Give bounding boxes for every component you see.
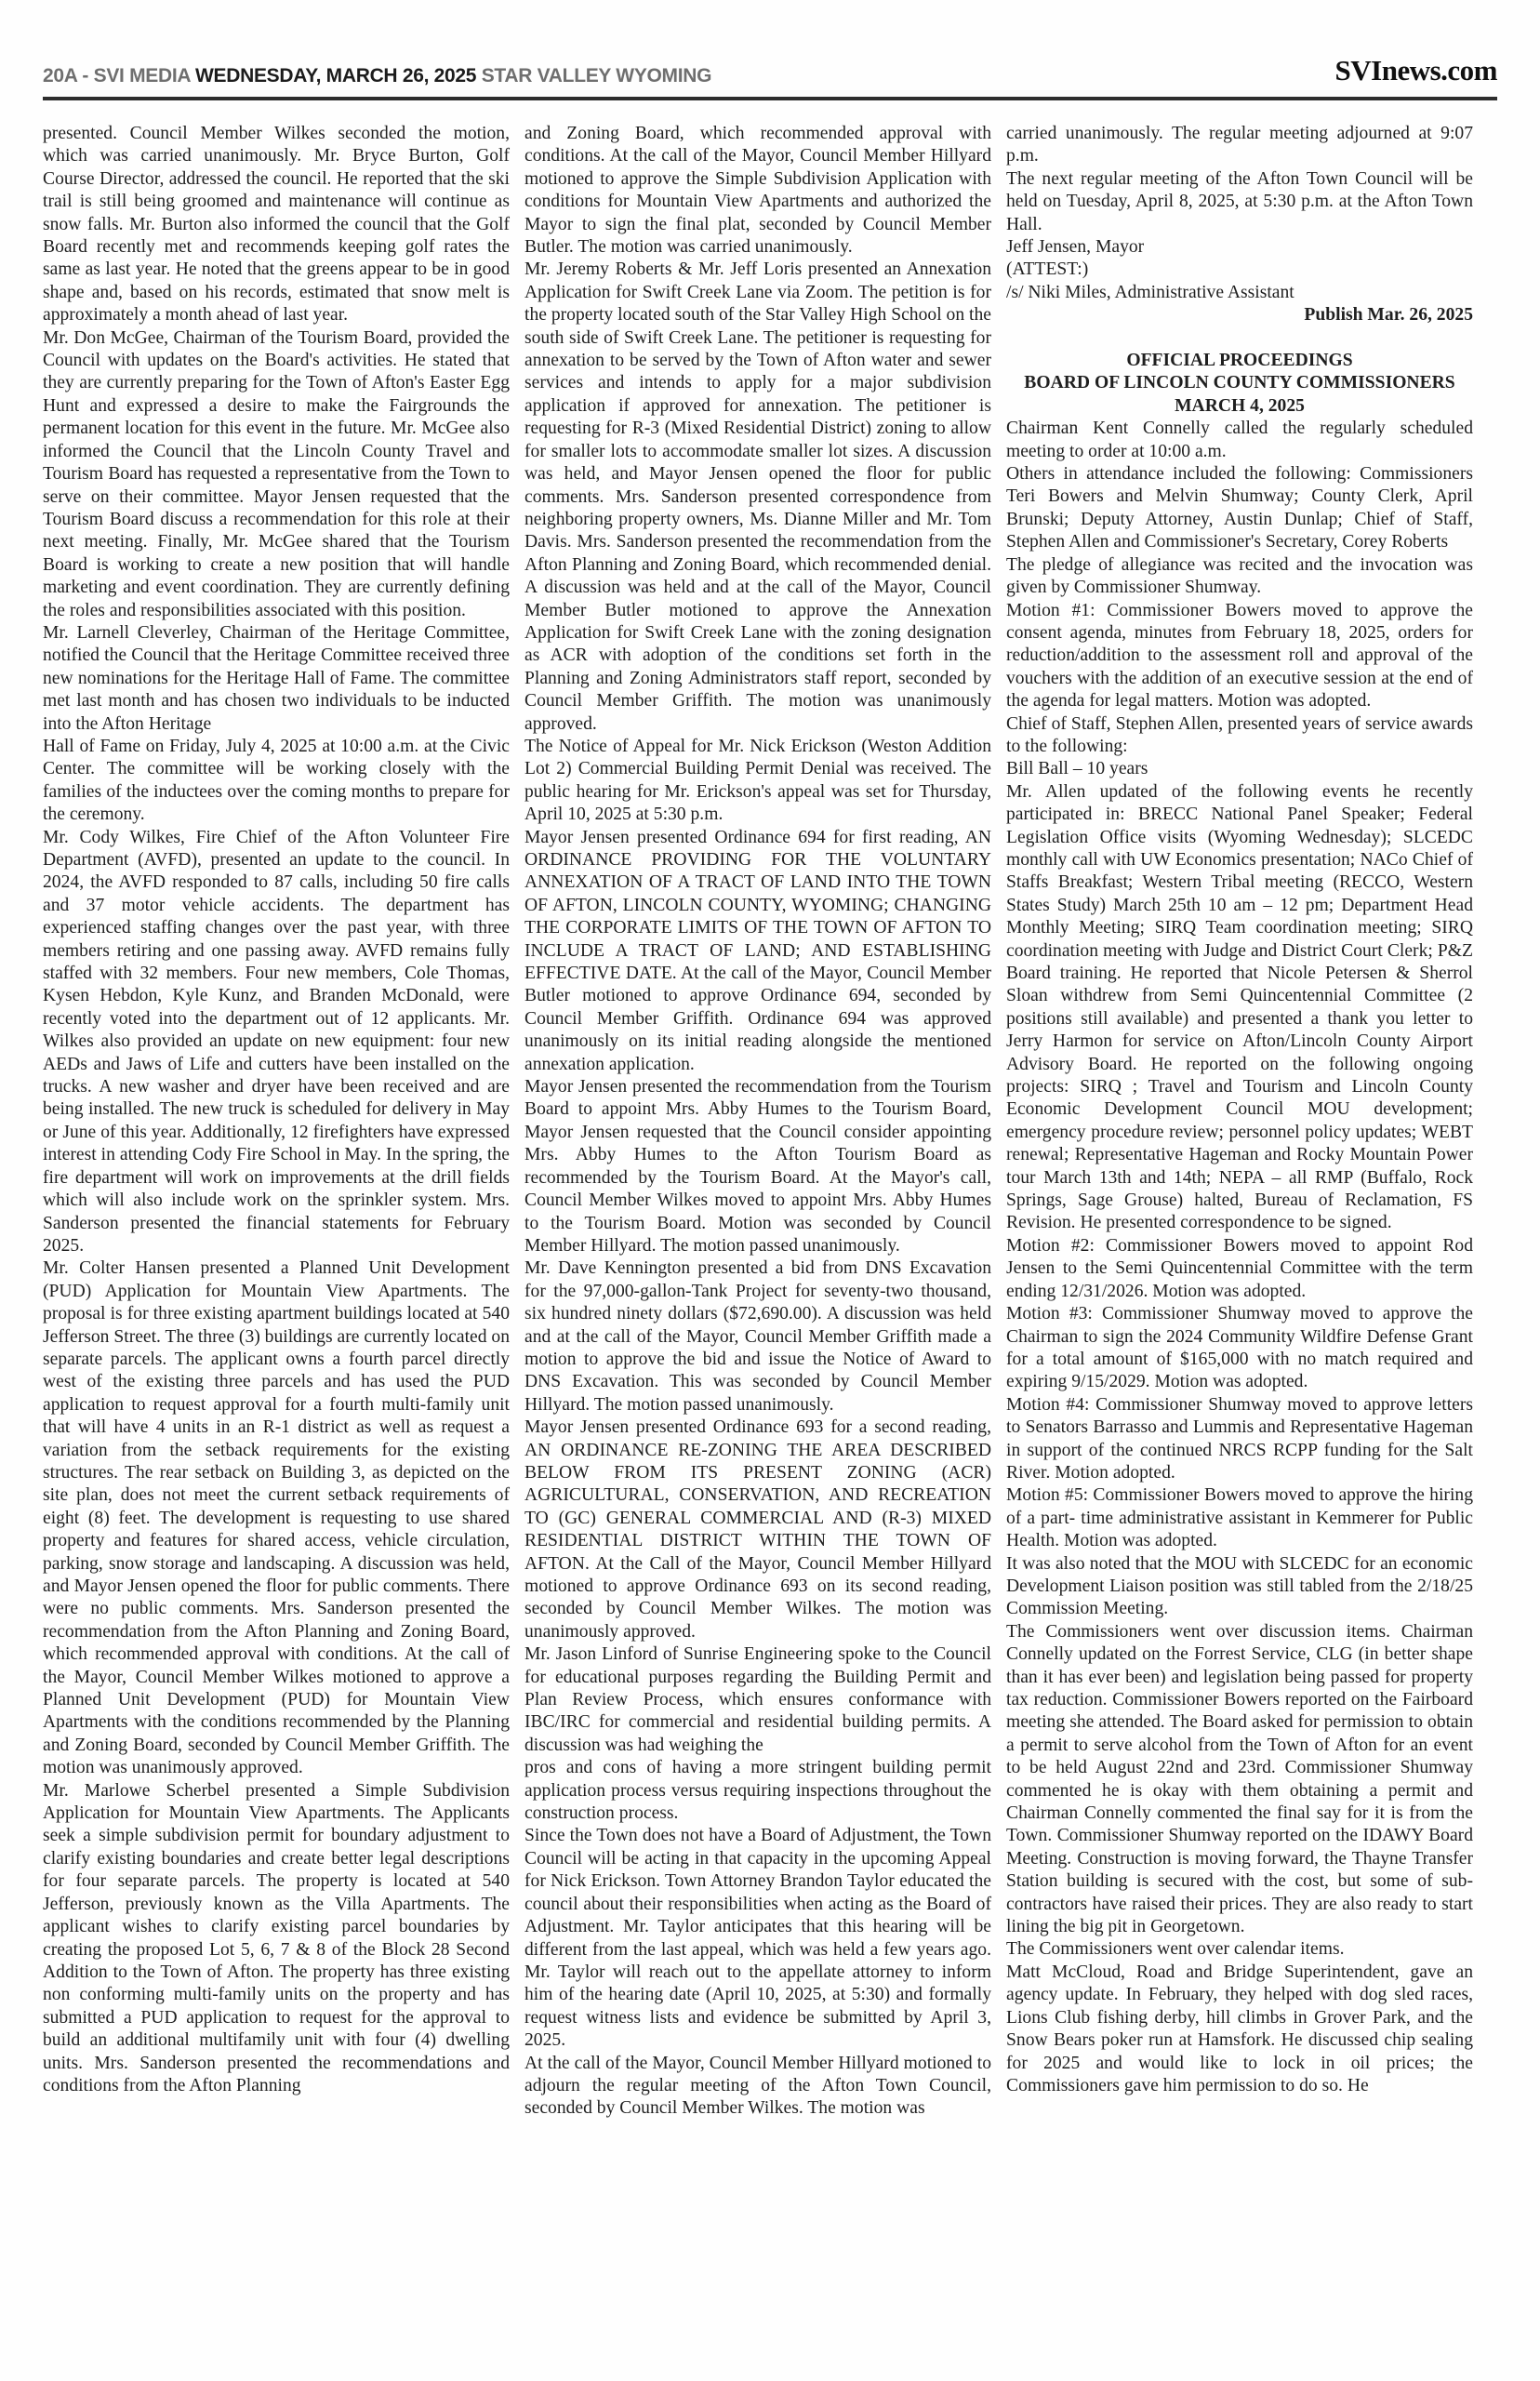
- column-2: [524, 123, 991, 2121]
- paragraph: Mr. Cody Wilkes, Fire Chief of the Afton Volunteer Fire Department (AVFD), presented an update to the council. In 2024, the AVFD responded to 87 calls, including 50 fire calls and 37 motor vehicle accidents. The department has experienced staffing changes over the past year, with three members retiring and one passing away. AVFD remains fully staffed with 32 members. Four new members, Cole Thomas, Kysen Hebdon, Kyle Kunz, and Branden McDonald, were recently voted into the department out of 12 applicants. Mr. Wilkes also provided an update on new equipment: four new AEDs and Jaws of Life and cutters have been installed on the trucks. A new washer and dryer have been received and are being installed. The new truck is scheduled for delivery in May or June of this year. Additionally, 12 firefighters have expressed interest in attending Cody Fire School in May. In the spring, the fire department will work on improvements at the drill fields which will also include work on the sprinkler system. Mrs. Sanderson presented the financial statements for February 2025.: [43, 827, 510, 1256]
- paragraph: The next regular meeting of the Afton Town Council will be held on Tuesday, April 8, 2025, at 5:30 p.m. at the Afton Town Hall.: [1006, 168, 1473, 234]
- paragraph: presented. Council Member Wilkes seconded the motion, which was carried unanimously. Mr. Bryce Burton, Golf Course Director, addressed the council. He reported that the ski trail is still being groomed and maintenance will continue as snow falls. Mr. Burton also informed the council that the Golf Board recently met and recommends keeping golf rates the same as last year. He noted that the greens appear to be in good shape and, based on his records, estimated that snow melt is approximately a month ahead of last year.: [43, 124, 510, 326]
- paragraph: Chairman Kent Connelly called the regularly scheduled meeting to order at 10:00 a.m.: [1006, 419, 1473, 461]
- section-heading-official-proceedings: OFFICIAL PROCEEDINGS: [1126, 351, 1353, 371]
- section-heading-date: MARCH 4, 2025: [1175, 395, 1305, 416]
- paragraph: Mr. Don McGee, Chairman of the Tourism Board, provided the Council with updates on the Board's activities. He stated that they are currently preparing for the Town of Afton's Easter Egg Hunt and expressed a desire to make the Fairgrounds the permanent location for this event in the future. Mr. McGee also informed the Council that the Lincoln County Travel and Tourism Board has requested a representative from the Town to serve on their committee. Mayor Jensen requested that the Tourism Board discuss a recommendation for this role at their next meeting. Finally, Mr. McGee shared that the Tourism Board is working to create a new position that will handle marketing and event coordination. They are currently defining the roles and responsibilities associated with this position.: [43, 327, 510, 620]
- site-logo: SVInews.com: [1334, 54, 1497, 86]
- signature-mayor: Jeff Jensen, Mayor: [1006, 237, 1145, 258]
- paragraph: carried unanimously. The regular meeting adjourned at 9:07 p.m.: [1006, 124, 1473, 166]
- service-award-line: Bill Ball – 10 years: [1006, 759, 1148, 779]
- paragraph: Mr. Dave Kennington presented a bid from DNS Excavation for the 97,000-gallon-Tank Project for seventy-two thousand, six hundred ninety dollars ($72,690.00). A discussion was held and at the call of the Mayor, Council Member Griffith made a motion to approve the bid and issue the Notice of Award to DNS Excavation. This was seconded by Council Member Hillyard. The motion passed unanimously.: [524, 1258, 991, 1415]
- paragraph: It was also noted that the MOU with SLCEDC for an economic Development Liaison position was still tabled from the 2/18/25 Commission Meeting.: [1006, 1553, 1473, 1619]
- paragraph: Since the Town does not have a Board of Adjustment, the Town Council will be acting in that capacity in the upcoming Appeal for Nick Erickson. Town Attorney Brandon Taylor educated the council about their responsibilities when acting as the Board of Adjustment. Mr. Taylor anticipates that this hearing will be different from the last appeal, which was held a few years ago. Mr. Taylor will reach out to the appellate attorney to inform him of the hearing date (April 10, 2025, at 5:30) and formally request witness lists and evidence be submitted by April 3, 2025.: [524, 1826, 991, 2051]
- paragraph: Mr. Jeremy Roberts & Mr. Jeff Loris presented an Annexation Application for Swift Creek Lane via Zoom. The petition is for the property located south of the Star Valley High School on the south side of Swift Creek Lane. The petitioner is requesting for annexation to be served by the Town of Afton water and sewer services and intends to apply for a major subdivision application if approved for annexation. The petitioner is requesting for R-3 (Mixed Residential District) zoning to allow for smaller lots to accommodate smaller lot sizes. A discussion was held, and Mayor Jensen opened the floor for public comments. Mrs. Sanderson presented correspondence from neighboring property owners, Ms. Dianne Miller and Mr. Tom Davis. Mrs. Sanderson presented the recommendation from the Afton Planning and Zoning Board, which recommended denial. A discussion was held and at the call of the Mayor, Council Member Butler motioned to approve the Annexation Application for Swift Creek Lane with the zoning designation as ACR with adoption of the conditions set forth in the Planning and Zoning Administrators staff report, seconded by Council Member Griffith. The motion was unanimously approved.: [524, 259, 991, 734]
- article-body: [0, 100, 1540, 2121]
- folio-page-label: 20A - SVI MEDIA: [43, 65, 196, 86]
- column-3: [1006, 123, 1473, 2121]
- paragraph: Mayor Jensen presented the recommendation from the Tourism Board to appoint Mrs. Abby Humes to the Tourism Board, Mayor Jensen requested that the Council consider appointing Mrs. Abby Humes to the Afton Tourism Board as recommended by the Tourism Board. At the Mayor's call, Council Member Wilkes moved to appoint Mrs. Abby Humes to the Tourism Board. Motion was seconded by Council Member Hillyard. The motion passed unanimously.: [524, 1077, 991, 1256]
- publish-date-line: Publish Mar. 26, 2025: [1304, 305, 1473, 326]
- masthead: [0, 0, 1540, 97]
- paragraph: Hall of Fame on Friday, July 4, 2025 at 10:00 a.m. at the Civic Center. The committee will be working closely with the families of the inductees over the coming months to prepare for the ceremony.: [43, 736, 510, 825]
- paragraph: The Notice of Appeal for Mr. Nick Erickson (Weston Addition Lot 2) Commercial Building Permit Denial was received. The public hearing for Mr. Erickson's appeal was set for Thursday, April 10, 2025 at 5:30 p.m.: [524, 736, 991, 825]
- column-1: [43, 123, 510, 2121]
- paragraph: Others in attendance included the following: Commissioners Teri Bowers and Melvin Shumway; County Clerk, April Brunski; Deputy Attorney, Austin Dunlap; Chief of Staff, Stephen Allen and Commissioner's Secretary, Corey Roberts: [1006, 464, 1473, 552]
- paragraph: Mr. Jason Linford of Sunrise Engineering spoke to the Council for educational purposes regarding the Building Permit and Plan Review Process, which ensures conformance with IBC/IRC for commercial and residential building permits. A discussion was had weighing the: [524, 1644, 991, 1755]
- paragraph: Mr. Allen updated of the following events he recently participated in: BRECC National Panel Speaker; Federal Legislation Office visits (Wyoming Wednesday); SLCEDC monthly call with UW Economics presentation; NACo Chief of Staffs Breakfast; Western Tribal meeting (RECCO, Western States Study) March 25th 10 am – 12 pm; Department Head Monthly Meeting; SIRQ Team coordination meeting; SIRQ coordination meeting with Judge and District Court Clerk; P&Z Board training. He reported that Nicole Petersen & Sherrol Sloan withdrew from Semi Quincentennial Committee (2 positions still available) and presented a thank you letter to Jerry Harmon for service on Afton/Lincoln County Airport Advisory Board. He reported on the following ongoing projects: SIRQ ; Travel and Tourism and Lincoln County Economic Development Council MOU development; emergency procedure review; personnel policy updates; WEBT renewal; Representative Hageman and Rocky Mountain Power tour March 13th and 14th; NEPA – all RMP (Buffalo, Rock Springs, Sage Grouse) halted, Bureau of Reclamation, FS Revision. He presented correspondence to be signed.: [1006, 781, 1473, 1233]
- paragraph: pros and cons of having a more stringent building permit application process versus requiring inspections throughout the construction process.: [524, 1758, 991, 1824]
- paragraph: At the call of the Mayor, Council Member Hillyard motioned to adjourn the regular meeting of the Afton Town Council, seconded by Council Member Wilkes. The motion was: [524, 2053, 991, 2119]
- paragraph: Mr. Marlowe Scherbel presented a Simple Subdivision Application for Mountain View Apartments. The Applicants seek a simple subdivision permit for boundary adjustment to clarify existing boundaries and create better legal descriptions for four separate parcels. The property is located at 540 Jefferson, previously known as the Villa Apartments. The applicant wishes to clarify existing parcel boundaries by creating the proposed Lot 5, 6, 7 & 8 of the Block 28 Second Addition to the Town of Afton. The property has three existing non conforming multi-family units on the property and has submitted a PUD application to request for the approval to build an additional multifamily unit with four (4) dwelling units. Mrs. Sanderson presented the recommendations and conditions from the Afton Planning: [43, 1780, 510, 2095]
- paragraph: Motion #3: Commissioner Shumway moved to approve the Chairman to sign the 2024 Community Wildfire Defense Grant for a total amount of $165,000 with no match required and expiring 9/15/2029. Motion was adopted.: [1006, 1304, 1473, 1392]
- paragraph: Mr. Larnell Cleverley, Chairman of the Heritage Committee, notified the Council that the Heritage Committee received three new nominations for the Heritage Hall of Fame. The committee met last month and has chosen two individuals to be inducted into the Afton Heritage: [43, 622, 510, 734]
- folio-date-label: WEDNESDAY, MARCH 26, 2025: [195, 65, 482, 86]
- folio-region-label: STAR VALLEY WYOMING: [481, 65, 712, 86]
- paragraph: Motion #4: Commissioner Shumway moved to approve letters to Senators Barrasso and Lummis and Representative Hageman in support of the continued NRCS RCPP funding for the Salt River. Motion adopted.: [1006, 1394, 1473, 1483]
- paragraph: Matt McCloud, Road and Bridge Superintendent, gave an agency update. In February, they helped with dog sled races, Lions Club fishing derby, hill climbs in Grover Park, and the Snow Bears poker run at Hamsfork. He discussed chip sealing for 2025 and would like to lock in oil prices; the Commissioners gave him permission to do so. He: [1006, 1962, 1473, 2095]
- paragraph: The pledge of allegiance was recited and the invocation was given by Commissioner Shumway.: [1006, 554, 1473, 598]
- section-heading-board: BOARD OF LINCOLN COUNTY COMMISSIONERS: [1024, 373, 1455, 393]
- paragraph: The Commissioners went over calendar items.: [1006, 1939, 1345, 1960]
- paragraph: Motion #2: Commissioner Bowers moved to appoint Rod Jensen to the Semi Quincentennial Committee with the term ending 12/31/2026. Motion was adopted.: [1006, 1235, 1473, 1301]
- paragraph: The Commissioners went over discussion items. Chairman Connelly updated on the Forrest Service, CLG (in better shape than it has ever been) and legislation being passed for property tax reduction. Commissioner Bowers reported on the Fairboard meeting she attended. The Board asked for permission to obtain a permit to serve alcohol from the Town of Afton for an event to be held August 22nd and 23rd. Commissioner Shumway commented he is okay with them obtaining a permit and Chairman Connelly commented the final say for it is from the Town. Commissioner Shumway reported on the IDAWY Board Meeting. Construction is moving forward, the Thayne Transfer Station building is secured with the cost, but some of sub-contractors have raised their prices. They are also ready to start lining the big pit in Georgetown.: [1006, 1621, 1473, 1937]
- paragraph: Mr. Colter Hansen presented a Planned Unit Development (PUD) Application for Mountain View Apartments. The proposal is for three existing apartment buildings located at 540 Jefferson Street. The three (3) buildings are currently located on separate parcels. The applicant owns a fourth parcel directly west of the existing three parcels and has used the PUD application to request approval for a fourth multi-family unit that will have 4 units in an R-1 district as well as request a variation from the setback requirements for the existing structures. The rear setback on Building 3, as depicted on the site plan, does not meet the current setback requirements of eight (8) feet. The development is requesting to use shared property and features for shared access, vehicle circulation, parking, snow storage and landscaping. A discussion was held, and Mayor Jensen opened the floor for public comments. There were no public comments. Mrs. Sanderson presented the recommendation from the Afton Planning and Zoning Board, which recommended approval with conditions. At the call of the Mayor, Council Member Wilkes motioned to approve a Planned Unit Development (PUD) for Mountain View Apartments with the conditions recommended by the Planning and Zoning Board, seconded by Council Member Griffith. The motion was unanimously approved.: [43, 1258, 511, 1778]
- paragraph: Chief of Staff, Stephen Allen, presented years of service awards to the following:: [1006, 713, 1473, 756]
- folio-line: [43, 65, 711, 87]
- paragraph: Mayor Jensen presented Ordinance 694 for first reading, AN ORDINANCE PROVIDING FOR THE VOLUNTARY ANNEXATION OF A TRACT OF LAND INTO THE TOWN OF AFTON, LINCOLN COUNTY, WYOMING; CHANGING THE CORPORATE LIMITS OF THE TOWN OF AFTON TO INCLUDE A TRACT OF LAND; AND ESTABLISHING EFFECTIVE DATE. At the call of the Mayor, Council Member Butler motioned to approve Ordinance 694, seconded by Council Member Griffith. Ordinance 694 was approved unanimously on its initial reading alongside the mentioned annexation application.: [524, 827, 991, 1074]
- paragraph: Mayor Jensen presented Ordinance 693 for a second reading, AN ORDINANCE RE-ZONING THE AREA DESCRIBED BELOW FROM ITS PRESENT ZONING (ACR) AGRICULTURAL, CONSERVATION, AND RECREATION TO (GC) GENERAL COMMERCIAL AND (R-3) MIXED RESIDENTIAL DISTRICT WITHIN THE TOWN OF AFTON. At the Call of the Mayor, Council Member Hillyard motioned to approve Ordinance 693 on its second reading, seconded by Council Member Wilkes. The motion was unanimously approved.: [524, 1417, 991, 1642]
- paragraph: Motion #1: Commissioner Bowers moved to approve the consent agenda, minutes from February 18, 2025, orders for reduction/addition to the assessment roll and approval of the vouchers with the addition of an executive session at the end of the agenda for legal matters. Motion was adopted.: [1006, 600, 1473, 712]
- attest-line: (ATTEST:): [1006, 259, 1089, 280]
- signature-assistant: /s/ Niki Miles, Administrative Assistant: [1006, 282, 1294, 302]
- paragraph: and Zoning Board, which recommended approval with conditions. At the call of the Mayor, Council Member Hillyard motioned to approve the Simple Subdivision Application with conditions for Mountain View Apartments and authorized the Mayor to sign the final plat, seconded by Council Member Butler. The motion was carried unanimously.: [524, 124, 991, 258]
- paragraph: Motion #5: Commissioner Bowers moved to approve the hiring of a part- time administrative assistant in Kemmerer for Public Health. Motion was adopted.: [1006, 1485, 1473, 1551]
